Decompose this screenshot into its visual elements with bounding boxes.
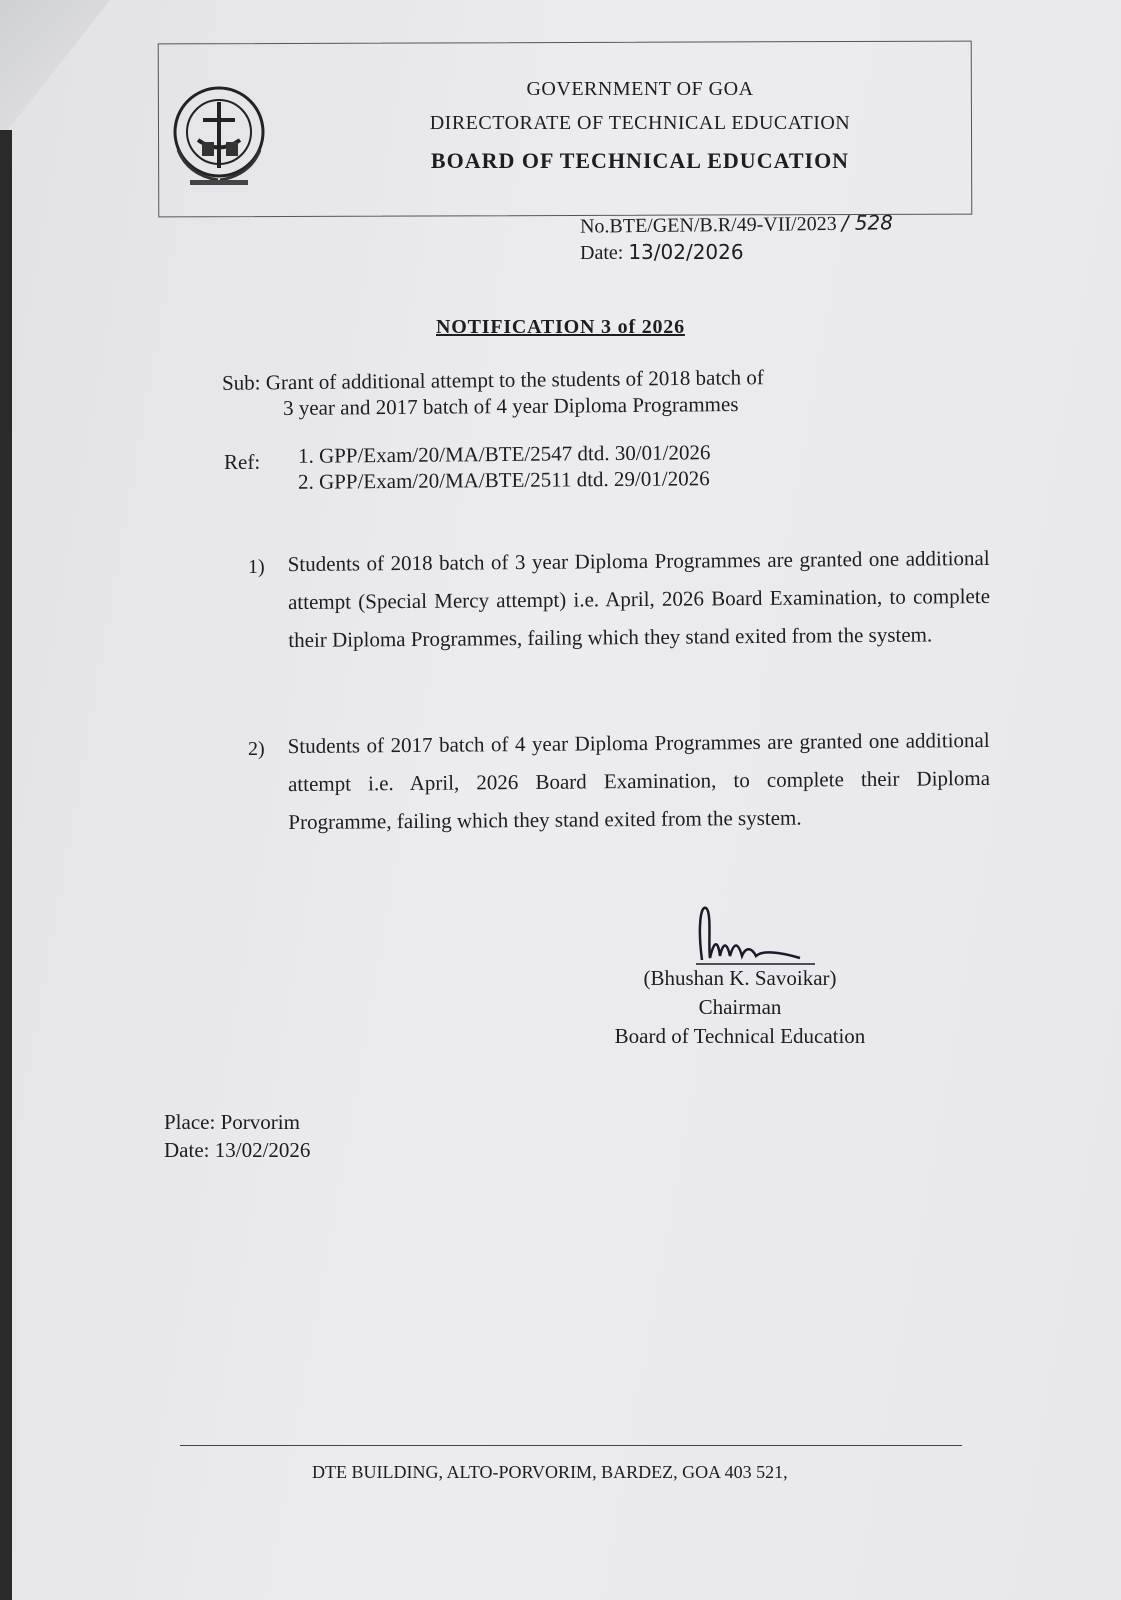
notification-title: NOTIFICATION 3 of 2026 [436,316,685,338]
ref-label: Ref: [224,450,261,474]
subject-line-2: 3 year and 2017 batch of 4 year Diploma Programmes [282,392,739,420]
closing-date-label: Date: [164,1138,210,1162]
header-board: BOARD OF TECHNICAL EDUCATION [430,148,850,173]
reference-date [580,240,744,265]
paragraph-number-1: 1) [248,556,265,578]
handwritten-number: / 528 [841,210,894,235]
reference-number: No.BTE/GEN/B.R/49-VII/2023 [579,212,837,238]
ref-item-1: 1. GPP/Exam/20/MA/BTE/2547 dtd. 30/01/2026 [297,440,711,468]
signatory-designation: Chairman [698,995,782,1019]
closing-date-line [164,1138,310,1163]
reference-number-line [580,210,893,238]
page-edge-shadow [0,130,12,1600]
signatory-block [580,964,900,1051]
place-line [164,1110,300,1135]
board-seal-logo [168,80,270,190]
paragraph-number-2: 2) [248,738,265,760]
closing-date-value: 13/02/2026 [214,1138,311,1162]
footer-rule [180,1445,962,1446]
place-value: Porvorim [220,1110,300,1134]
paragraph-2: Students of 2017 batch of 4 year Diploma Programmes are granted one additional attempt i.e. April, 2026 Board Examination, to complete their Diploma Programme, failing which they stand exited from the system. [287,727,991,835]
header-government: GOVERNMENT OF GOA [526,78,754,100]
subject-label: Sub: [221,370,261,395]
ref-item-2: 2. GPP/Exam/20/MA/BTE/2511 dtd. 29/01/2026 [297,466,710,494]
signatory-name: (Bhushan K. Savoikar) [643,966,837,990]
footer-address: DTE BUILDING, ALTO-PORVORIM, BARDEZ, GOA 403 521, [312,1462,788,1482]
subject-text-1: Grant of additional attempt to the students of 2018 batch of [265,365,764,395]
date-value: 13/02/2026 [628,240,744,264]
place-label: Place: [164,1110,216,1134]
signatory-organization: Board of Technical Education [614,1024,866,1048]
paragraph-1: Students of 2018 batch of 3 year Diploma Programmes are granted one additional attempt (Special Mercy attempt) i.e. April, 2026 Board Examination, to complete their Diploma Programmes, failing which they stand exited from the system. [287,545,991,653]
date-label: Date: [580,242,624,264]
header-directorate: DIRECTORATE OF TECHNICAL EDUCATION [429,112,851,134]
signature-image [690,900,820,970]
